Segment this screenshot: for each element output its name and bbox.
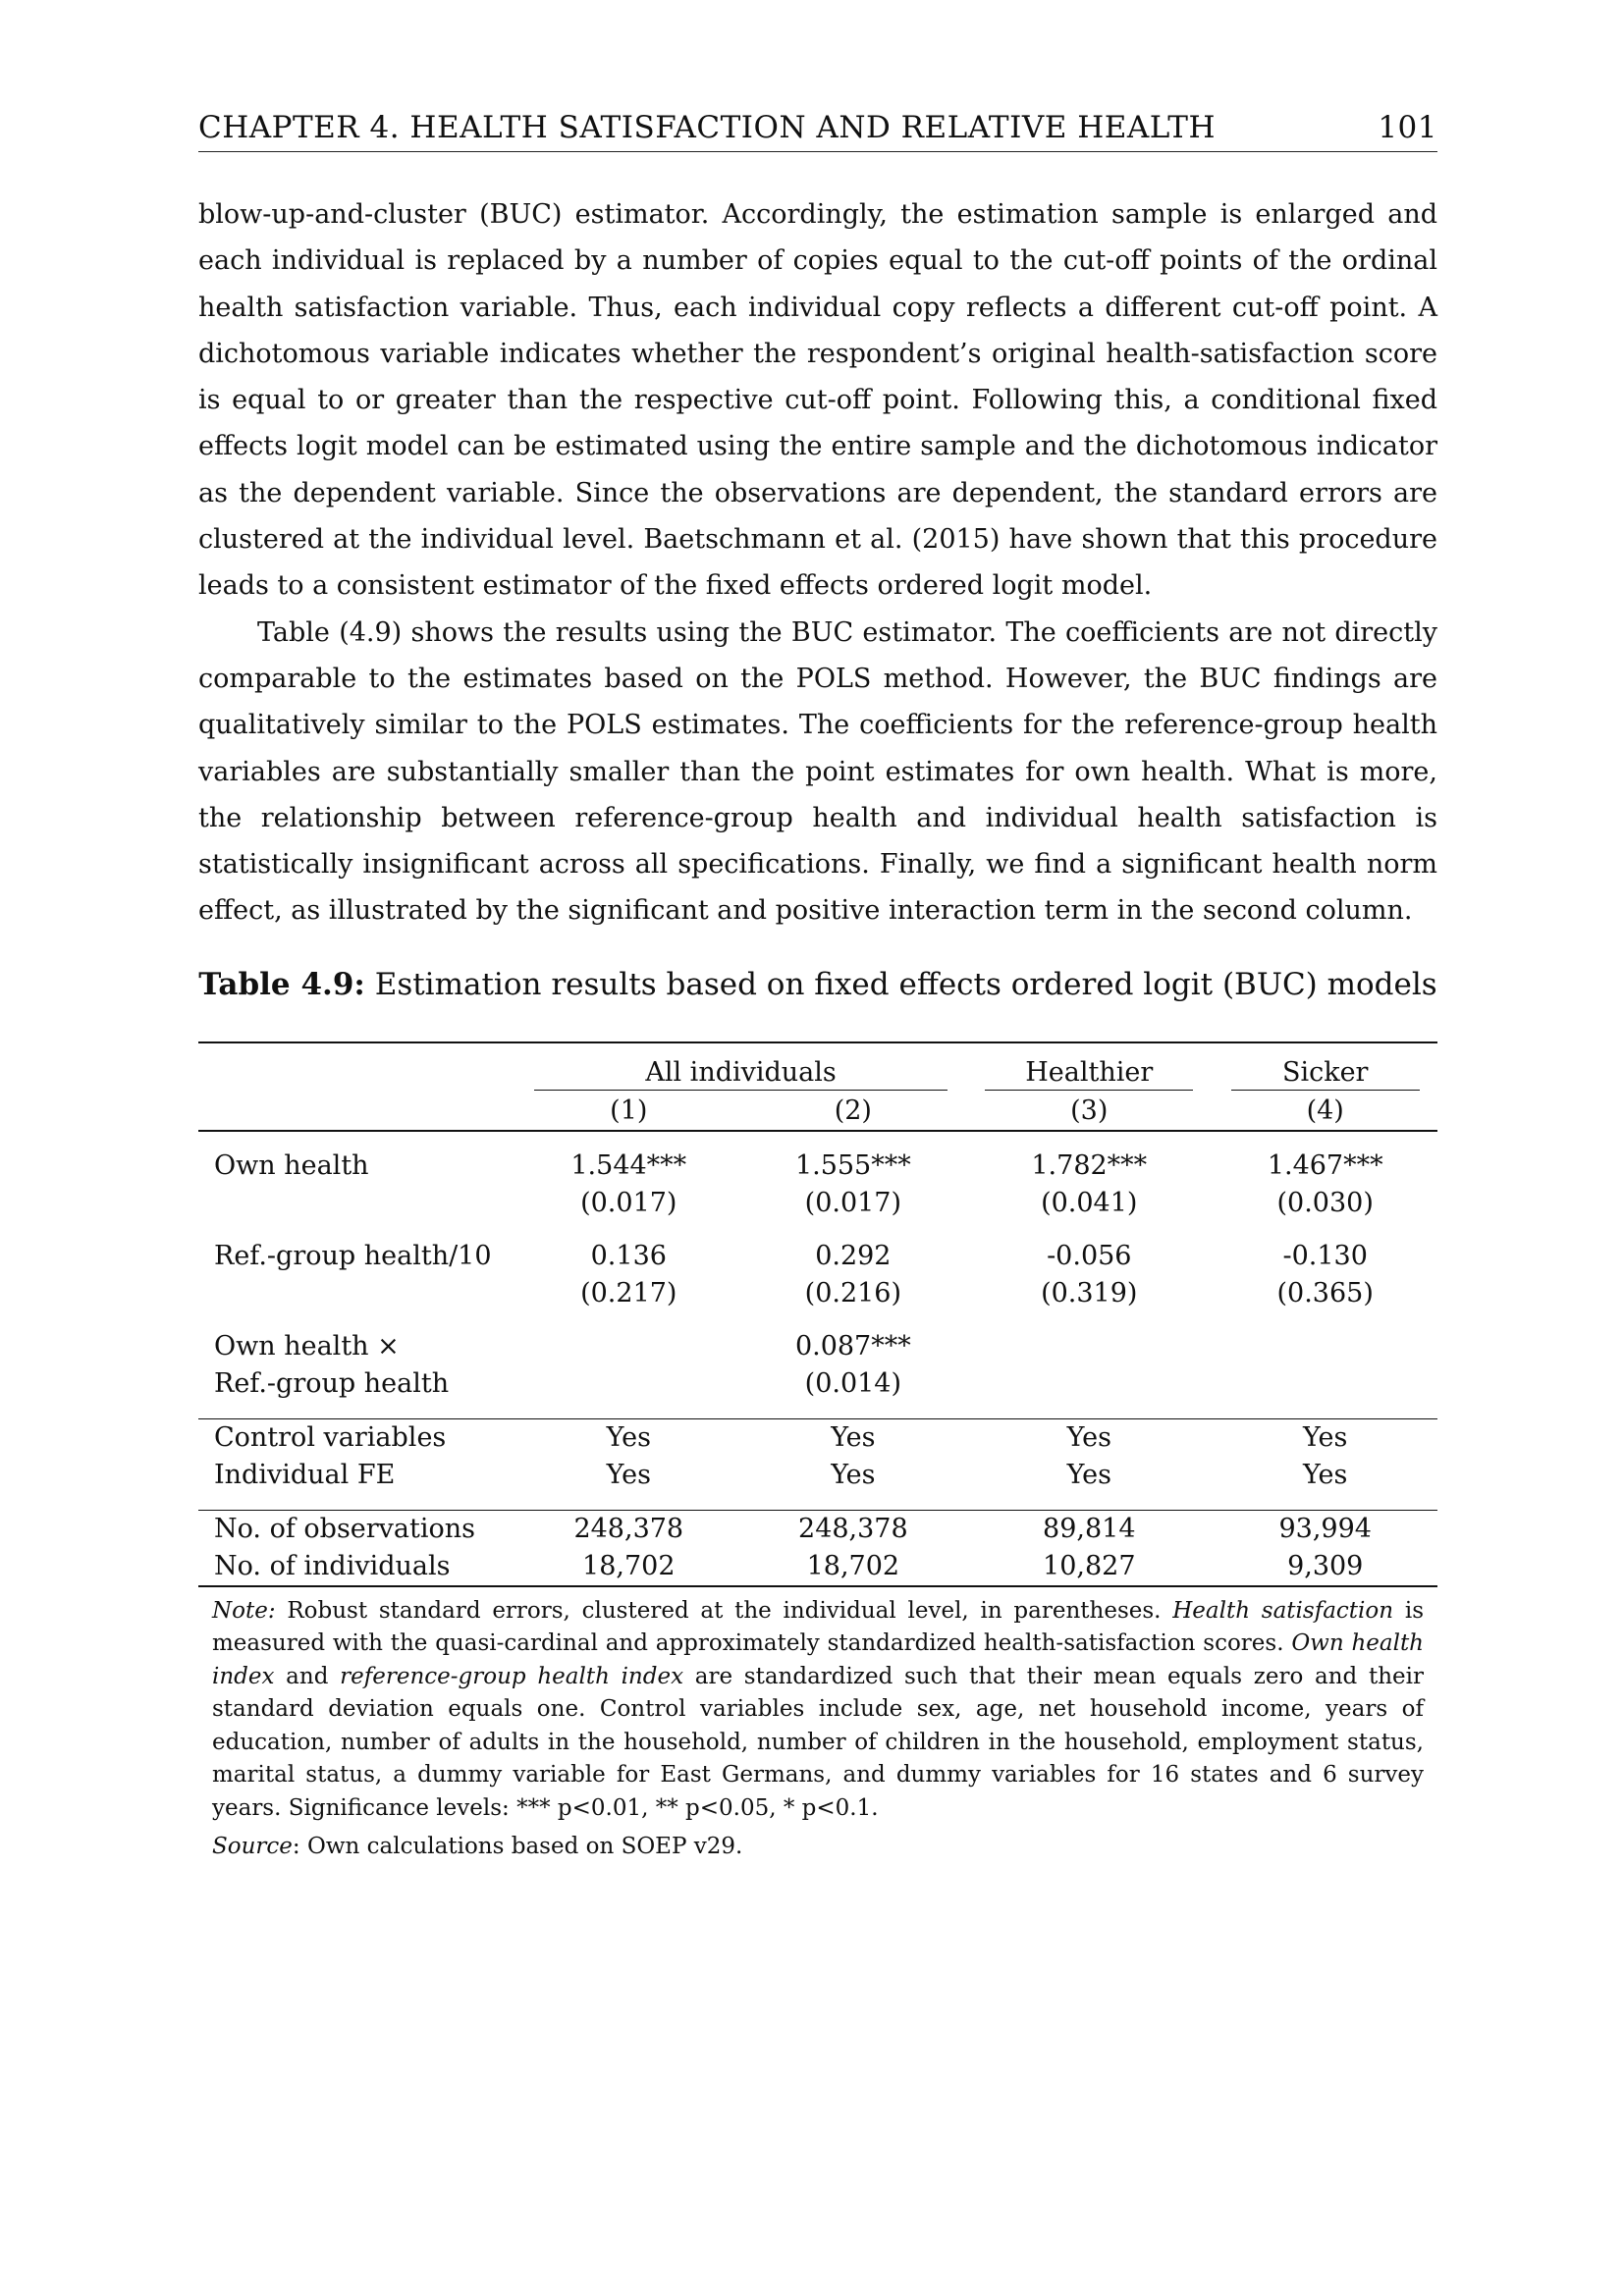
column-header: (1) — [516, 1093, 741, 1131]
column-header: (4) — [1213, 1093, 1437, 1131]
value-cell: Yes — [965, 1418, 1213, 1457]
table-caption-text: Estimation results based on fixed effects ordered logit (BUC) models — [374, 966, 1437, 1002]
table-row — [198, 1418, 1437, 1457]
note-italic: reference-group health index — [340, 1663, 684, 1689]
table-source — [198, 1831, 1437, 1863]
table-row — [198, 1275, 1437, 1312]
table-row — [198, 1548, 1437, 1586]
column-header: (2) — [741, 1093, 966, 1131]
table-row — [198, 1457, 1437, 1494]
running-head — [198, 110, 1437, 152]
group-rule — [985, 1090, 1193, 1091]
coef-cell: 1.467*** — [1267, 1149, 1383, 1181]
value-cell: Yes — [1303, 1459, 1348, 1490]
row-label: Ref.-group health — [214, 1367, 450, 1399]
se-cell: (0.017) — [580, 1187, 677, 1218]
se-cell: (0.030) — [1276, 1187, 1374, 1218]
group-all-individuals: All individuals — [645, 1057, 837, 1089]
table-row — [198, 1148, 1437, 1185]
note-label: Note: — [212, 1597, 276, 1624]
row-label: Control variables — [198, 1418, 516, 1457]
value-cell: Yes — [741, 1418, 966, 1457]
se-cell: (0.217) — [580, 1277, 677, 1308]
value-cell: Yes — [1066, 1459, 1111, 1490]
coef-cell: -0.130 — [1282, 1240, 1368, 1271]
coef-cell: 1.544*** — [570, 1149, 687, 1181]
value-cell: 93,994 — [1213, 1510, 1437, 1548]
note-text: is measured with the quasi-cardinal and approximately standardized health-satisfaction scores. — [212, 1597, 1424, 1657]
group-rule — [534, 1090, 947, 1091]
column-header: (3) — [965, 1093, 1213, 1131]
se-cell: (0.365) — [1276, 1277, 1374, 1308]
table-column-header — [198, 1093, 1437, 1131]
value-cell: 18,702 — [741, 1548, 966, 1586]
table-row — [198, 1328, 1437, 1365]
value-cell: 9,309 — [1213, 1548, 1437, 1586]
row-label: Own health × — [214, 1330, 400, 1362]
row-label: Individual FE — [214, 1459, 396, 1490]
value-cell: 89,814 — [965, 1510, 1213, 1548]
group-sicker: Sicker — [1281, 1057, 1369, 1089]
value-cell: Yes — [606, 1459, 651, 1490]
group-healthier: Healthier — [1025, 1057, 1154, 1089]
source-text: : Own calculations based on SOEP v29. — [292, 1834, 743, 1860]
page — [198, 110, 1437, 1863]
paragraph: blow-up-and-cluster (BUC) estimator. Accordingly, the estimation sample is enlarged and each individual is replaced by a number of copies equal to the cut-off points of the ordinal health satisfaction variable. Thus, each individual copy reflects a different cut-off point. A dichotomous variable indicates whether the respondent’s original health-satisfaction score is equal to or greater than the respective cut-off point. Following this, a conditional fixed effects logit model can be estimated using the entire sample and the dichotomous indicator as the dependent variable. Since the observations are dependent, the standard errors are clustered at the individual level. Baetschmann et al. (2015) have shown that this procedure leads to a consistent estimator of the fixed effects ordered logit model. — [198, 199, 1437, 602]
results-table — [198, 1041, 1437, 1587]
table-note — [198, 1595, 1437, 1826]
note-text: are standardized such that their mean equals zero and their standard deviation equals one. Control variables include sex, age, net household income, years of education, number of adults in the household, number of children in the household, employment status, marital status, a dummy variable for East Germans, and dummy variables for 16 states and 6 survey years. Significance levels: *** p<0.01, ** p<0.05, * p<0.1. — [212, 1663, 1424, 1821]
table-row — [198, 1238, 1437, 1275]
chapter-title: CHAPTER 4. HEALTH SATISFACTION AND RELATIVE HEALTH — [198, 110, 1217, 145]
body-text — [198, 191, 1437, 934]
table-row — [198, 1185, 1437, 1222]
se-cell: (0.014) — [804, 1367, 902, 1399]
value-cell: Yes — [1213, 1418, 1437, 1457]
coef-cell: 0.136 — [590, 1240, 667, 1271]
page-number: 101 — [1378, 110, 1437, 145]
group-rule — [1231, 1090, 1420, 1091]
note-text: Robust standard errors, clustered at the individual level, in parentheses. — [275, 1597, 1173, 1624]
note-text: and — [274, 1663, 341, 1689]
table-group-header — [198, 1042, 1437, 1093]
paragraph: Table (4.9) shows the results using the BUC estimator. The coefficients are not directly comparable to the estimates based on the POLS method. However, the BUC findings are qualitatively similar to the POLS estimates. The coefficients for the reference-group health variables are substantially smaller than the point estimates for own health. What is more, the relationship between reference-group health and individual health satisfaction is statistically insignificant across all specifications. Finally, we find a significant health norm effect, as illustrated by the significant and positive interaction term in the second column. — [198, 616, 1437, 927]
se-cell: (0.041) — [1041, 1187, 1138, 1218]
note-italic: Health satisfaction — [1172, 1597, 1394, 1624]
table-row — [198, 1510, 1437, 1548]
value-cell: 18,702 — [516, 1548, 741, 1586]
value-cell: Yes — [516, 1418, 741, 1457]
note-italic: Own health index — [212, 1630, 1424, 1689]
se-cell: (0.017) — [804, 1187, 902, 1218]
se-cell: (0.319) — [1041, 1277, 1138, 1308]
value-cell: 248,378 — [741, 1510, 966, 1548]
table-caption-label: Table 4.9: — [198, 966, 365, 1002]
row-label: No. of individuals — [198, 1548, 516, 1586]
coef-cell: -0.056 — [1047, 1240, 1132, 1271]
row-label: Ref.-group health/10 — [214, 1240, 492, 1271]
value-cell: 248,378 — [516, 1510, 741, 1548]
row-label: No. of observations — [198, 1510, 516, 1548]
source-label: Source — [212, 1834, 293, 1860]
coef-cell: 0.087*** — [794, 1330, 911, 1362]
coef-cell: 1.782*** — [1031, 1149, 1148, 1181]
coef-cell: 0.292 — [815, 1240, 892, 1271]
table-row — [198, 1365, 1437, 1403]
coef-cell: 1.555*** — [794, 1149, 911, 1181]
table-caption — [198, 967, 1437, 1002]
value-cell: Yes — [831, 1459, 876, 1490]
se-cell: (0.216) — [804, 1277, 902, 1308]
value-cell: 10,827 — [965, 1548, 1213, 1586]
row-label: Own health — [214, 1149, 369, 1181]
